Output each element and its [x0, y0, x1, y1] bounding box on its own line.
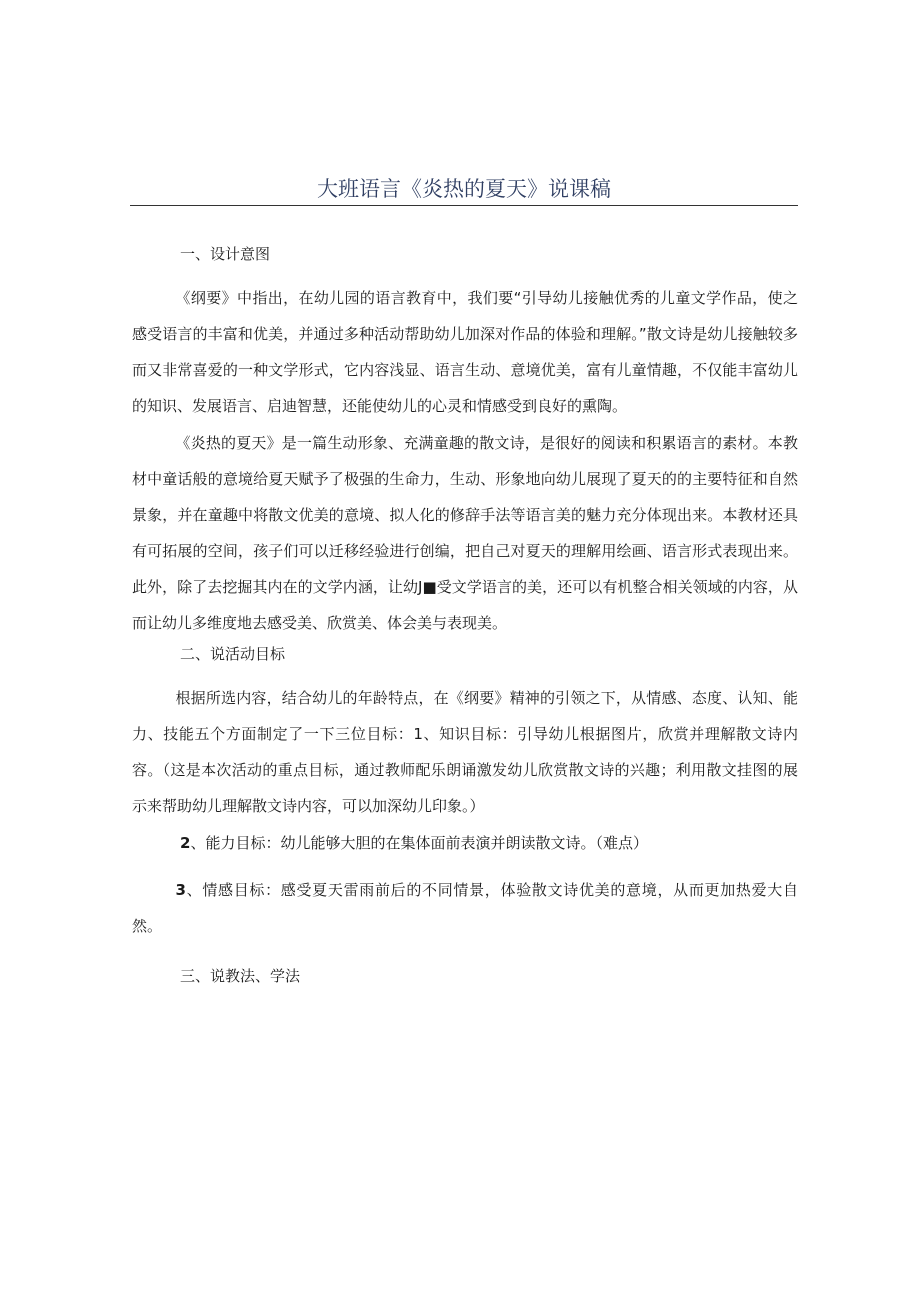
- paragraph-design-intent-2: 《炎热的夏天》是一篇生动形象、充满童趣的散文诗，是很好的阅读和积累语言的素材。本教材中童话般的意境给夏天赋予了极强的生命力，生动、形象地向幼儿展现了夏天的的主要特征和自然景象，并在童趣中将散文优美的意境、拟人化的修辞手法等语言美的魅力充分体现出来。本教材还具有可拓展的空间，孩子们可以迁移经验进行创编，把自己对夏天的理解用绘画、语言形式表现出来。此外，除了去挖掘其内在的文学内涵，让幼J■受文学语言的美，还可以有机整合相关领域的内容，从而让幼儿多维度地去感受美、欣赏美、体会美与表现美。: [132, 434, 798, 632]
- goal-ability-number: 2: [180, 834, 191, 852]
- section-heading-teaching-methods: 三、说教法、学法: [180, 967, 301, 985]
- title-underline: [130, 205, 798, 206]
- goal-ability-text: 、能力目标：幼儿能够大胆的在集体面前表演并朗读散文诗。（难点）: [190, 834, 648, 852]
- section-heading-activity-goals: 二、说活动目标: [180, 645, 286, 663]
- goal-emotion: [132, 872, 798, 944]
- goal-emotion-text: 、情感目标：感受夏天雷雨前后的不同情景，体验散文诗优美的意境，从而更加热爱大自然。: [132, 881, 798, 935]
- goal-emotion-number: 3: [175, 881, 186, 899]
- paragraph-activity-goals: 根据所选内容，结合幼儿的年龄特点，在《纲要》精神的引领之下，从情感、态度、认知、能力、技能五个方面制定了一下三位目标：1、知识目标：引导幼儿根据图片，欣赏并理解散文诗内容。（这是本次活动的重点目标，通过教师配乐朗诵激发幼儿欣赏散文诗的兴趣；利用散文挂图的展示来帮助幼儿理解散文诗内容，可以加深幼儿印象。）: [132, 689, 798, 815]
- goal-ability: [180, 831, 648, 855]
- document-title: 大班语言《炎热的夏天》说课稿: [317, 177, 611, 201]
- paragraph-design-intent-1: 《纲要》中指出，在幼儿园的语言教育中，我们要“引导幼儿接触优秀的儿童文学作品，使之感受语言的丰富和优美，并通过多种活动帮助幼儿加深对作品的体验和理解。”散文诗是幼儿接触较多而又非常喜爱的一种文学形式，它内容浅显、语言生动、意境优美，富有儿童情趣，不仅能丰富幼儿的知识、发展语言、启迪智慧，还能使幼儿的心灵和情感受到良好的熏陶。: [132, 289, 798, 415]
- section-heading-design-intent: 一、设计意图: [180, 245, 271, 263]
